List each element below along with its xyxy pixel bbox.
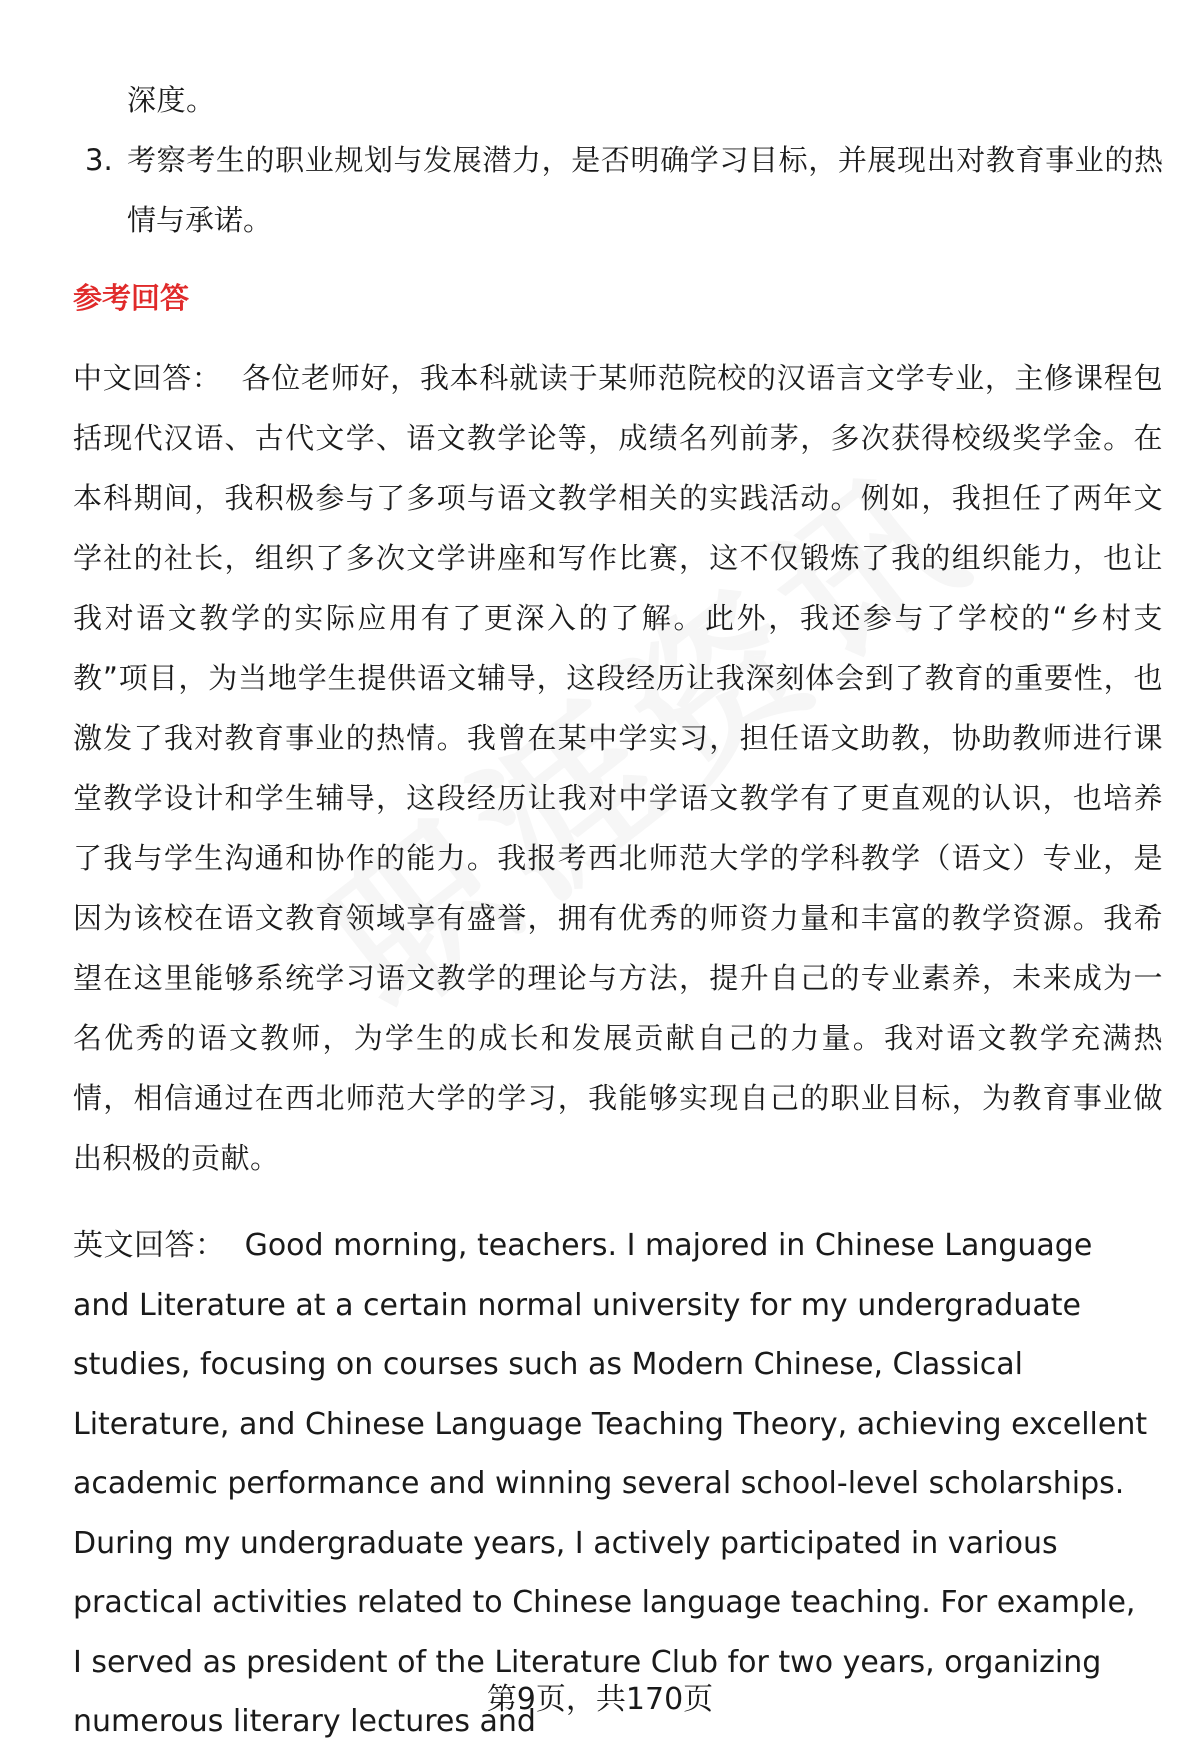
intro-tail-text: 深度。	[127, 83, 216, 117]
english-answer	[73, 1216, 1153, 1752]
page-footer: 第9页，共170页	[486, 1682, 714, 1717]
chinese-answer-label: 中文回答：	[73, 361, 222, 395]
chinese-answer-text: 各位老师好，我本科就读于某师范院校的汉语言文学专业，主修课程包括现代汉语、古代文学、语文教学论等，成绩名列前茅，多次获得校级奖学金。在本科期间，我积极参与了多项与语文教学相关的实践活动。例如，我担任了两年文学社的社长，组织了多次文学讲座和写作比赛，这不仅锻炼了我的组织能力，也让我对语文教学的实际应用有了更深入的了解。此外，我还参与了学校的“乡村支教”项目，为当地学生提供语文辅导，这段经历让我深刻体会到了教育的重要性，也激发了我对教育事业的热情。我曾在某中学实习，担任语文助教，协助教师进行课堂教学设计和学生辅导，这段经历让我对中学语文教学有了更直观的认识，也培养了我与学生沟通和协作的能力。我报考西北师范大学的学科教学（语文）专业，是因为该校在语文教育领域享有盛誉，拥有优秀的师资力量和丰富的教学资源。我希望在这里能够系统学习语文教学的理论与方法，提升自己的专业素养，未来成为一名优秀的语文教师，为学生的成长和发展贡献自己的力量。我对语文教学充满热情，相信通过在西北师范大学的学习，我能够实现自己的职业目标，为教育事业做出积极的贡献。	[73, 361, 1163, 1175]
section-title: 参考回答	[73, 281, 190, 315]
chinese-answer	[73, 348, 1163, 1188]
english-answer-label: 英文回答：	[73, 1228, 226, 1263]
list-number: 3.	[85, 143, 113, 177]
english-answer-text: Good morning, teachers. I majored in Chinese Language and Literature at a certain normal university for my undergraduate studies, focusing on courses such as Modern Chinese, Classical Literature, and Chinese Language Teaching Theory, achieving excellent academic performance and winning several school-level scholarships. During my undergraduate years, I actively participated in various practical activities related to Chinese language teaching. For example, I served as president of the Literature Club for two years, organizing numerous literary lectures and	[73, 1228, 1148, 1739]
list-text: 考察考生的职业规划与发展潜力，是否明确学习目标，并展现出对教育事业的热情与承诺。	[127, 143, 1163, 237]
